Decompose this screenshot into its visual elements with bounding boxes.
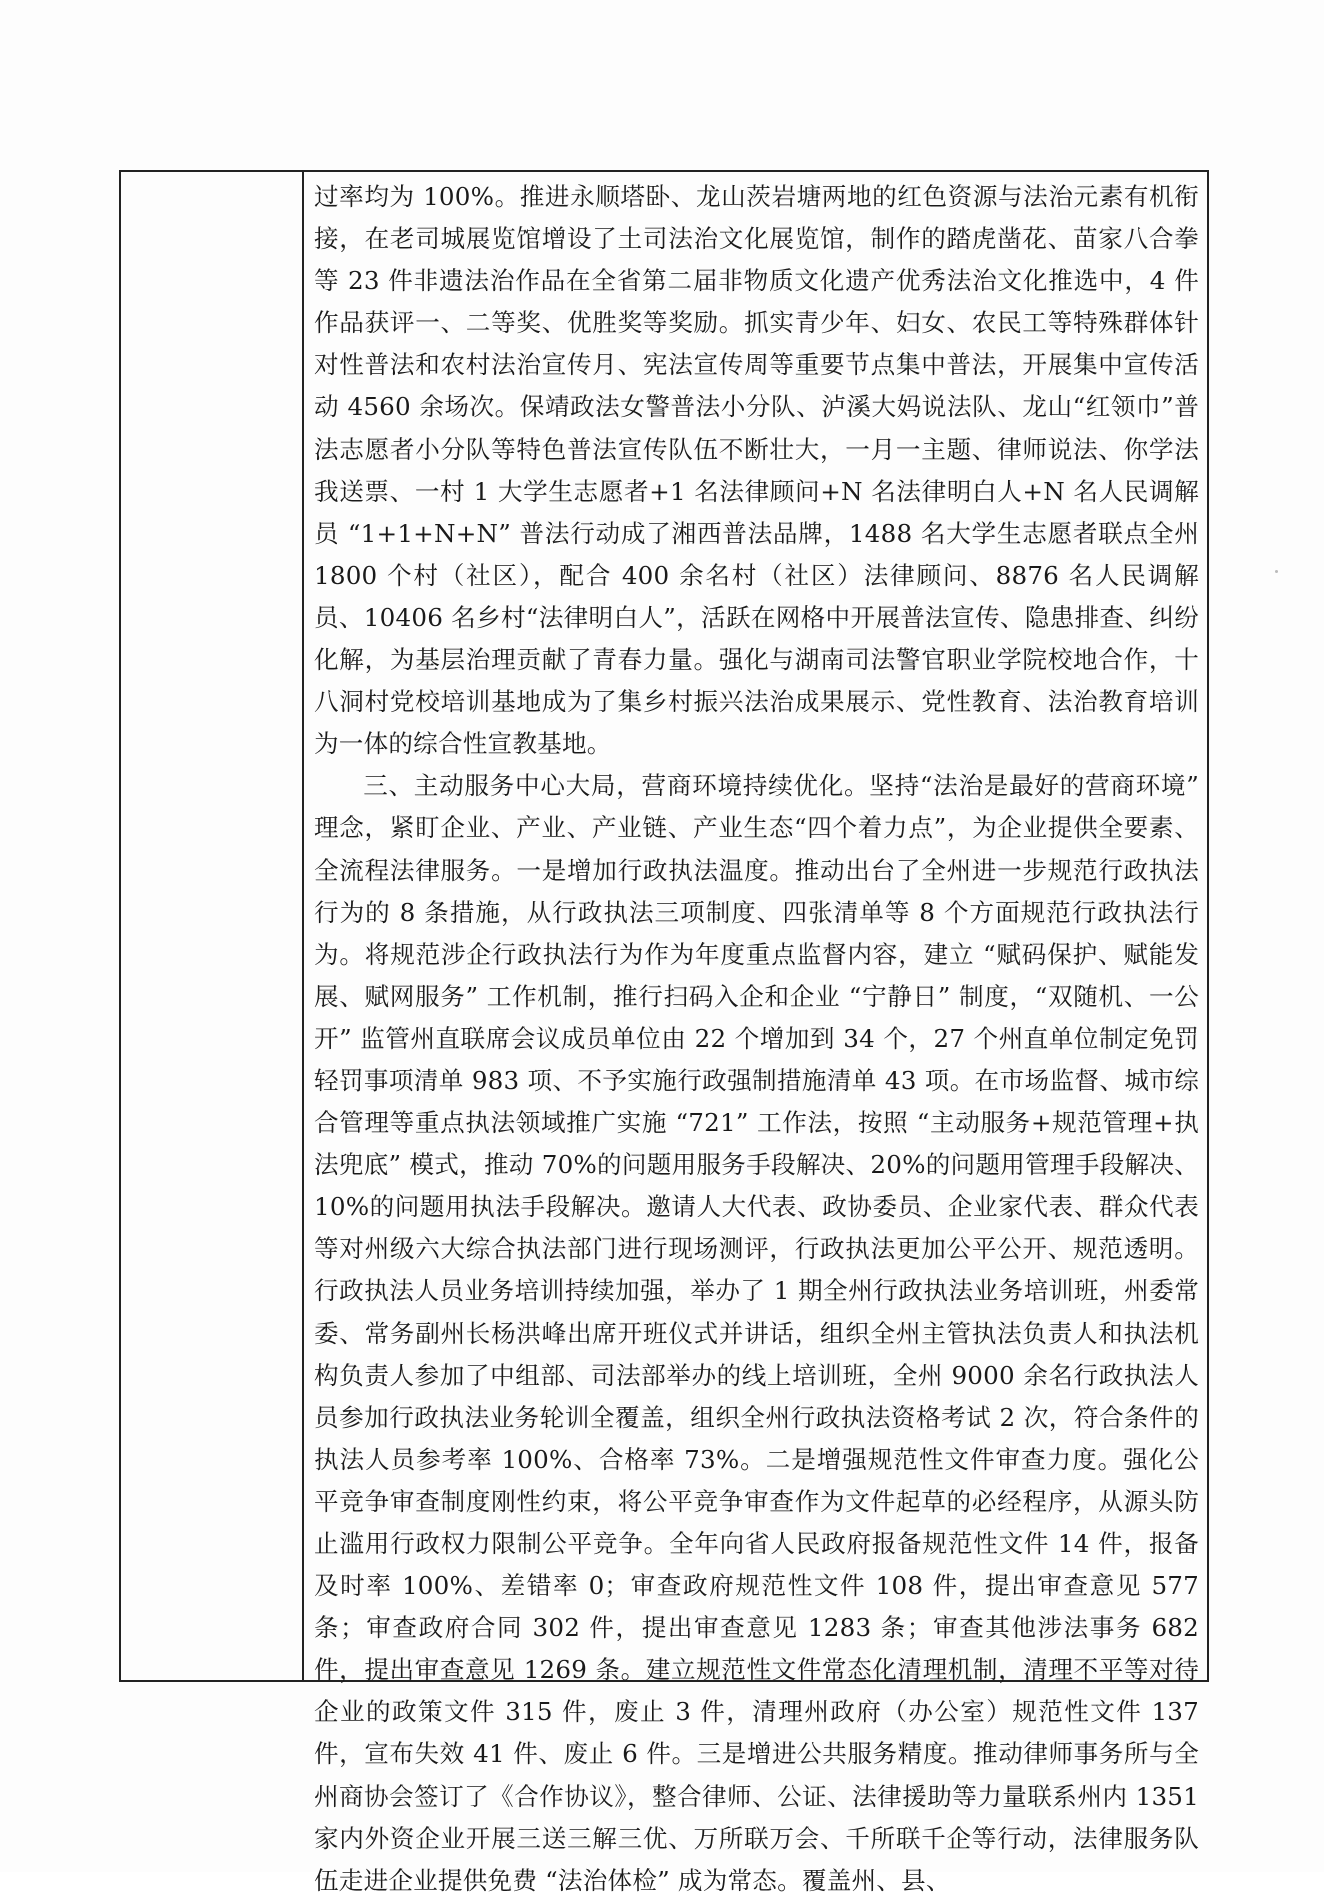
table-label-cell (121, 172, 304, 1680)
table-content-cell (306, 172, 1207, 1895)
scan-speck (1275, 570, 1278, 573)
paragraph-business-environment: 三、主动服务中心大局，营商环境持续优化。坚持“法治是最好的营商环境” 理念，紧盯企业、产业、产业链、产业生态“四个着力点”，为企业提供全要素、全流程法律服务。一是增加行政执法温度。推动出台了全州进一步规范行政执法行为的 8 条措施，从行政执法三项制度、四张清单等 8 个方面规范行政执法行为。将规范涉企行政执法行为作为年度重点监督内容，建立 “赋码保护、赋能发展、赋网服务” 工作机制，推行扫码入企和企业 “宁静日” 制度，“双随机、一公开” 监管州直联席会议成员单位由 22 个增加到 34 个，27 个州直单位制定免罚轻罚事项清单 983 项、不予实施行政强制措施清单 43 项。在市场监督、城市综合管理等重点执法领域推广实施 “721” 工作法，按照 “主动服务+规范管理+执法兜底” 模式，推动 70%的问题用服务手段解决、20%的问题用管理手段解决、10%的问题用执法手段解决。邀请人大代表、政协委员、企业家代表、群众代表等对州级六大综合执法部门进行现场测评，行政执法更加公平公开、规范透明。行政执法人员业务培训持续加强，举办了 1 期全州行政执法业务培训班，州委常委、常务副州长杨洪峰出席开班仪式并讲话，组织全州主管执法负责人和执法机构负责人参加了中组部、司法部举办的线上培训班，全州 9000 余名行政执法人员参加行政执法业务轮训全覆盖，组织全州行政执法资格考试 2 次，符合条件的执法人员参考率 100%、合格率 73%。二是增强规范性文件审查力度。强化公平竞争审查制度刚性约束，将公平竞争审查作为文件起草的必经程序，从源头防止滥用行政权力限制公平竞争。全年向省人民政府报备规范性文件 14 件，报备及时率 100%、差错率 0；审查政府规范性文件 108 件，提出审查意见 577 条；审查政府合同 302 件，提出审查意见 1283 条；审查其他涉法事务 682 件，提出审查意见 1269 条。建立规范性文件常态化清理机制，清理不平等对待企业的政策文件 315 件，废止 3 件，清理州政府（办公室）规范性文件 137 件，宣布失效 41 件、废止 6 件。三是增进公共服务精度。推动律师事务所与全州商协会签订了《合作协议》，整合律师、公证、法律援助等力量联系州内 1351 家内外资企业开展三送三解三优、万所联万会、千所联千企等行动，法律服务队伍走进企业提供免费 “法治体检” 成为常态。覆盖州、县、 (314, 771, 1199, 1895)
paragraph-continuation: 过率均为 100%。推进永顺塔卧、龙山茨岩塘两地的红色资源与法治元素有机衔接，在老司城展览馆增设了土司法治文化展览馆，制作的踏虎凿花、苗家八合拳等 23 件非遗法治作品在全省第二届非物质文化遗产优秀法治文化推选中，4 件作品获评一、二等奖、优胜奖等奖励。抓实青少年、妇女、农民工等特殊群体针对性普法和农村法治宣传月、宪法宣传周等重要节点集中普法，开展集中宣传活动 4560 余场次。保靖政法女警普法小分队、泸溪大妈说法队、龙山“红领巾”普法志愿者小分队等特色普法宣传队伍不断壮大，一月一主题、律师说法、你学法我送票、一村 1 大学生志愿者+1 名法律顾问+N 名法律明白人+N 名人民调解员 “1+1+N+N” 普法行动成了湘西普法品牌，1488 名大学生志愿者联点全州 1800 个村（社区），配合 400 余名村（社区）法律顾问、8876 名人民调解员、10406 名乡村“法律明白人”，活跃在网格中开展普法宣传、隐患排查、纠纷化解，为基层治理贡献了青春力量。强化与湖南司法警官职业学院校地合作，十八洞村党校培训基地成为了集乡村振兴法治成果展示、党性教育、法治教育培训为一体的综合性宣教基地。 (314, 182, 1199, 759)
report-table (119, 170, 1209, 1895)
